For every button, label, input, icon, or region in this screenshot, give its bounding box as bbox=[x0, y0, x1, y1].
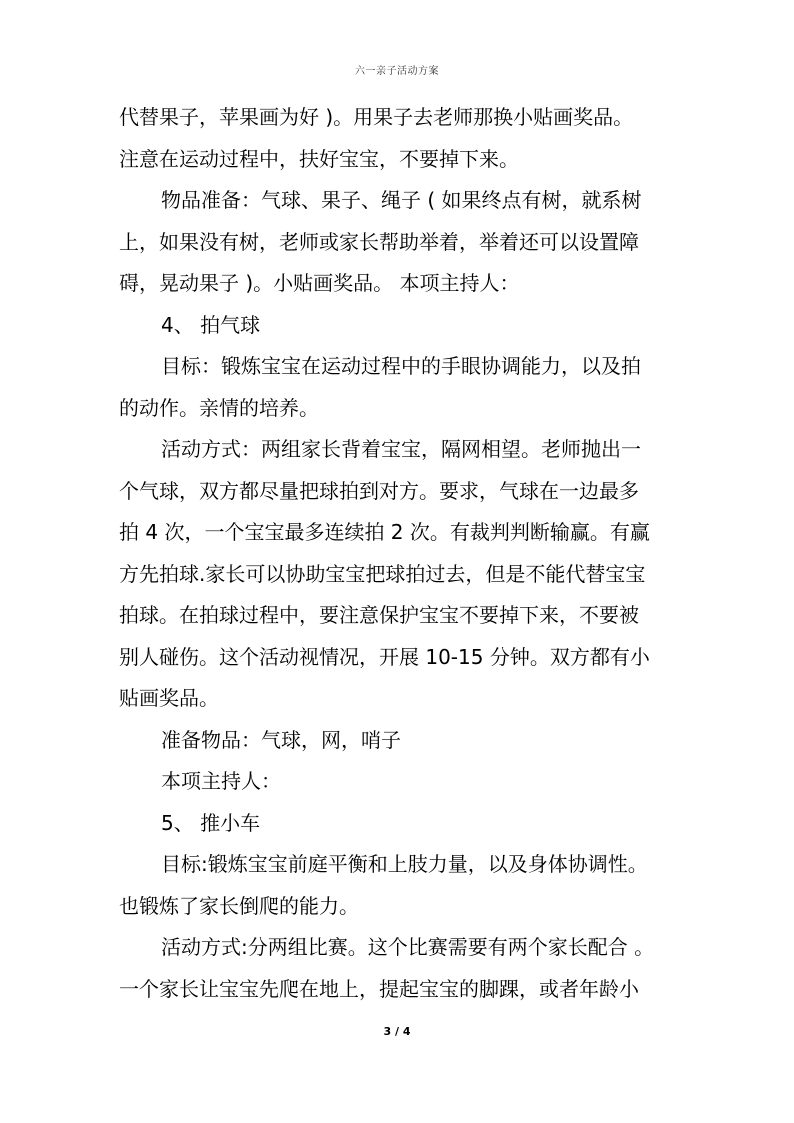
document-body bbox=[119, 97, 675, 1010]
body-line: 上，如果没有树，老师或家长帮助举着，举着还可以设置障 bbox=[119, 229, 639, 254]
body-line: 的动作。亲情的培养。 bbox=[119, 395, 319, 420]
page-header-title: 六一亲子活动方案 bbox=[355, 66, 439, 77]
page-number: 3 / 4 bbox=[383, 1025, 411, 1038]
body-line: 方先拍球.家长可以协助宝宝把球拍过去，但是不能代替宝宝 bbox=[119, 561, 646, 586]
section-heading: 5、 推小车 bbox=[161, 810, 261, 835]
body-line: 拍 4 次，一个宝宝最多连续拍 2 次。有裁判判断输赢。有赢 bbox=[119, 520, 650, 544]
body-line: 也锻炼了家长倒爬的能力。 bbox=[119, 893, 359, 918]
body-line: 本项主持人： bbox=[161, 769, 281, 793]
body-line: 碍，晃动果子 )。小贴画奖品。 本项主持人： bbox=[119, 271, 520, 295]
body-line: 一个家长让宝宝先爬在地上，提起宝宝的脚踝，或者年龄小 bbox=[119, 976, 639, 1001]
body-line: 活动方式:分两组比赛。这个比赛需要有两个家长配合 。 bbox=[161, 935, 655, 959]
body-line: 代替果子，苹果画为好 )。用果子去老师那换小贴画奖品。 bbox=[119, 105, 634, 129]
body-line: 目标:锻炼宝宝前庭平衡和上肢力量，以及身体协调性。 bbox=[161, 852, 648, 876]
body-line: 个气球，双方都尽量把球拍到对方。要求，气球在一边最多 bbox=[119, 478, 639, 503]
body-line: 活动方式：两组家长背着宝宝，隔网相望。老师抛出一 bbox=[161, 437, 641, 461]
body-line: 拍球。在拍球过程中，要注意保护宝宝不要掉下来，不要被 bbox=[119, 603, 639, 627]
body-line: 目标：锻炼宝宝在运动过程中的手眼协调能力，以及拍 bbox=[161, 354, 641, 378]
body-line: 注意在运动过程中，扶好宝宝，不要掉下来。 bbox=[119, 146, 519, 171]
section-heading: 4、 拍气球 bbox=[161, 312, 261, 337]
body-line: 别人碰伤。这个活动视情况，开展 10-15 分钟。双方都有小 bbox=[119, 644, 650, 669]
body-line: 贴画奖品。 bbox=[119, 686, 219, 710]
body-line: 准备物品：气球，网，哨子 bbox=[161, 727, 401, 752]
body-line: 物品准备：气球、果子、绳子 ( 如果终点有树，就系树 bbox=[161, 188, 642, 212]
